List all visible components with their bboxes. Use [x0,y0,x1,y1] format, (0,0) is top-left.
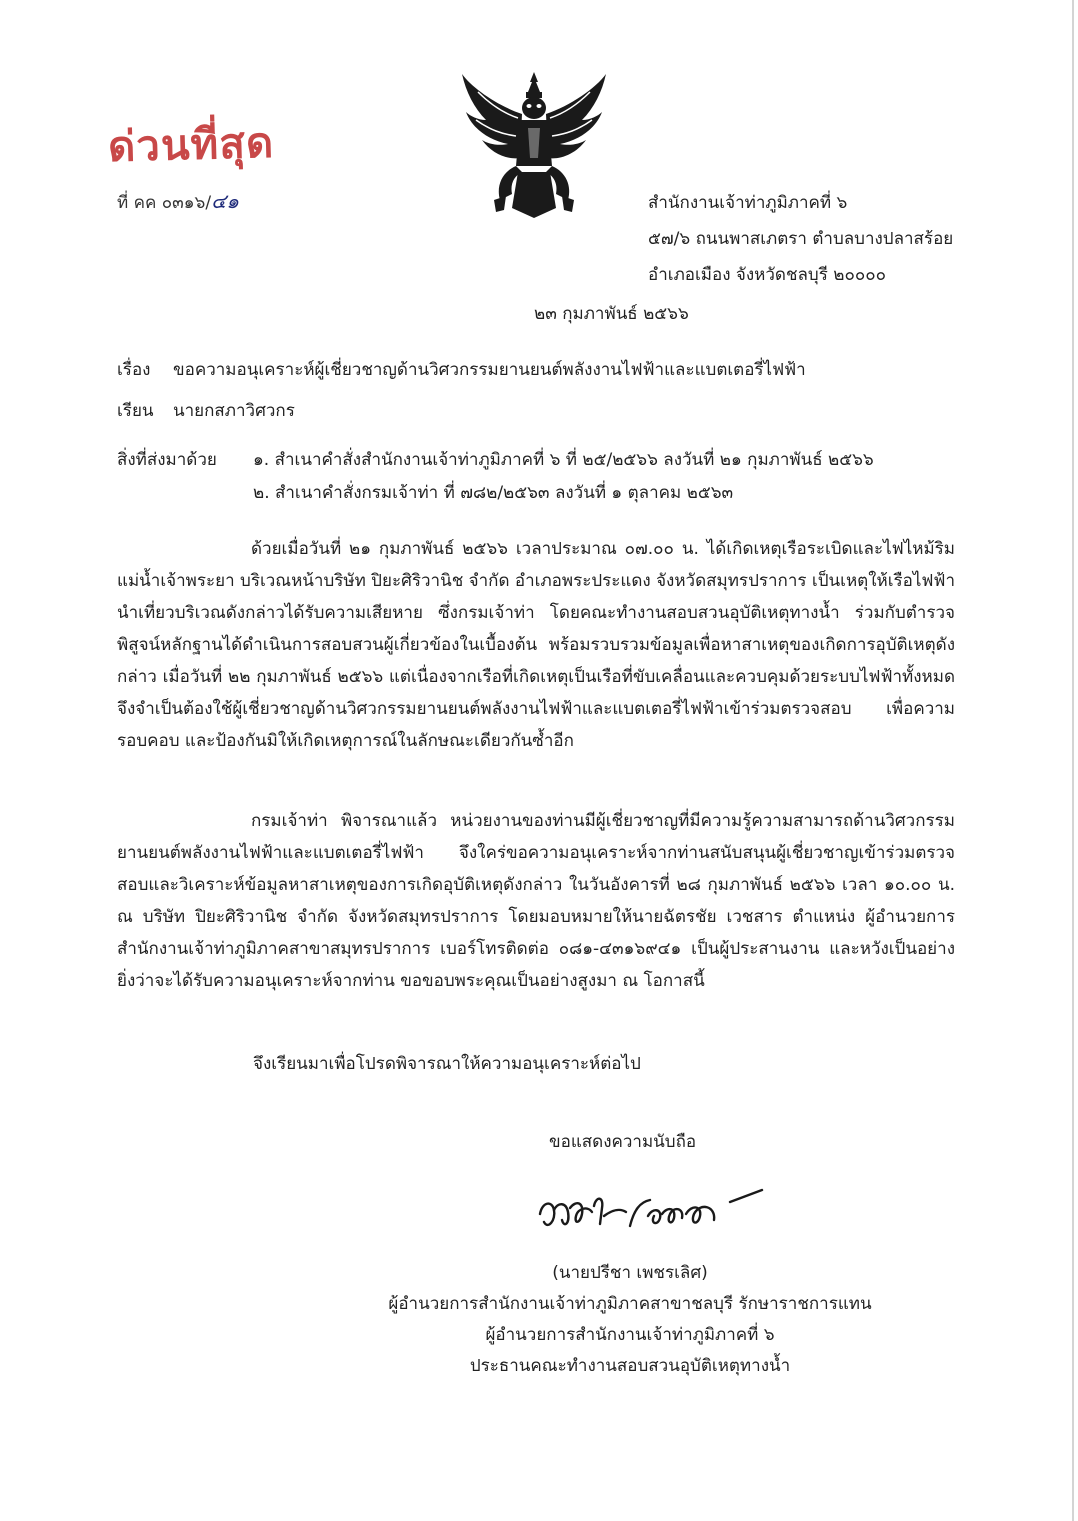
document-number [117,185,239,217]
recipient-text: นายกสภาวิศวกร [173,401,295,421]
subject-label: เรื่อง [117,360,151,380]
sender-street: ๕๗/๖ ถนนพาสเภตรา ตำบลบางปลาสร้อย [648,229,954,249]
body-paragraph-1: ด้วยเมื่อวันที่ ๒๑ กุมภาพันธ์ ๒๕๖๖ เวลาประมาณ ๐๗.๐๐ น. ได้เกิดเหตุเรือระเบิดและไฟไหม้ริมแม่น้ำเจ้าพระยา บริเวณหน้าบริษัท ปิยะศิริวานิช จำกัด อำเภอพระประแดง จังหวัดสมุทรปราการ เป็นเหตุให้เรือไฟฟ้านำเที่ยวบริเวณดังกล่าวได้รับความเสียหาย ซึ่งกรมเจ้าท่า โดยคณะทำงานสอบสวนอุบัติเหตุทางน้ำ ร่วมกับตำรวจพิสูจน์หลักฐานได้ดำเนินการสอบสวนผู้เกี่ยวข้องในเบื้องต้น พร้อมรวบรวมข้อมูลเพื่อหาสาเหตุของเกิดการอุบัติเหตุดังกล่าว เมื่อวันที่ ๒๒ กุมภาพันธ์ ๒๕๖๖ แต่เนื่องจากเรือที่เกิดเหตุเป็นเรือที่ขับเคลื่อนและควบคุมด้วยระบบไฟฟ้าทั้งหมด จึงจำเป็นต้องใช้ผู้เชี่ยวชาญด้านวิศวกรรมยานยนต์พลังงานไฟฟ้าและแบตเตอรี่ไฟฟ้าเข้าร่วมตรวจสอบ เพื่อความรอบคอบ และป้องกันมิให้เกิดเหตุการณ์ในลักษณะเดียวกันซ้ำอีก [117,539,956,751]
recipient-label: เรียน [117,401,154,421]
sender-address [648,185,953,293]
signatory-position: ผู้อำนวยการสำนักงานเจ้าท่าภูมิภาคสาขาชลบุรี รักษาราชการแทน [388,1294,872,1314]
recipient-line [117,397,295,424]
garuda-emblem-icon [458,68,610,220]
enclosure-item: ๒. สำเนาคำสั่งกรมเจ้าท่า ที่ ๗๘๒/๒๕๖๓ ลงวันที่ ๑ ตุลาคม ๒๕๖๓ [253,483,734,503]
document-number-handwritten: ๔๑ [211,189,239,213]
sender-office: สำนักงานเจ้าท่าภูมิภาคที่ ๖ [648,193,848,213]
signatory-block [330,1258,930,1382]
closing-line: จึงเรียนมาเพื่อโปรดพิจารณาให้ความอนุเคราะห์ต่อไป [253,1054,641,1074]
regards-line: ขอแสดงความนับถือ [549,1132,697,1152]
signatory-position: ผู้อำนวยการสำนักงานเจ้าท่าภูมิภาคที่ ๖ [485,1325,775,1345]
urgent-stamp: ด่วนที่สุด [107,117,275,172]
document-date: ๒๓ กุมภาพันธ์ ๒๕๖๖ [534,304,689,324]
signatory-position: ประธานคณะทำงานสอบสวนอุบัติเหตุทางน้ำ [469,1356,791,1376]
subject-text: ขอความอนุเคราะห์ผู้เชี่ยวชาญด้านวิศวกรรมยานยนต์พลังงานไฟฟ้าและแบตเตอรี่ไฟฟ้า [173,360,806,380]
subject-line [117,356,806,383]
sender-city: อำเภอเมือง จังหวัดชลบุรี ๒๐๐๐๐ [648,265,886,285]
enclosure-item: ๑. สำเนาคำสั่งสำนักงานเจ้าท่าภูมิภาคที่ ๖ ที่ ๒๕/๒๕๖๖ ลงวันที่ ๒๑ กุมภาพันธ์ ๒๕๖๖ [253,450,874,470]
document-number-prefix: ที่ คค ๐๓๑๖/ [117,193,212,213]
signatory-name: (นายปรีชา เพชรเลิศ) [552,1263,708,1283]
enclosures-label: สิ่งที่ส่งมาด้วย [117,450,217,470]
body-paragraph-2: กรมเจ้าท่า พิจารณาแล้ว หน่วยงานของท่านมีผู้เชี่ยวชาญที่มีความรู้ความสามารถด้านวิศวกรรมยานยนต์พลังงานไฟฟ้าและแบตเตอรี่ไฟฟ้า จึงใคร่ขอความอนุเคราะห์จากท่านสนับสนุนผู้เชี่ยวชาญเข้าร่วมตรวจสอบและวิเคราะห์ข้อมูลหาสาเหตุของการเกิดอุบัติเหตุดังกล่าว ในวันอังคารที่ ๒๘ กุมภาพันธ์ ๒๕๖๖ เวลา ๑๐.๐๐ น. ณ บริษัท ปิยะศิริวานิช จำกัด จังหวัดสมุทรปราการ โดยมอบหมายให้นายฉัตรชัย เวชสาร ตำแหน่ง ผู้อำนวยการสำนักงานเจ้าท่าภูมิภาคสาขาสมุทรปราการ เบอร์โทรติดต่อ ๐๘๑-๔๓๑๖๙๔๑ เป็นผู้ประสานงาน และหวังเป็นอย่างยิ่งว่าจะได้รับความอนุเคราะห์จากท่าน ขอขอบพระคุณเป็นอย่างสูงมา ณ โอกาสนี้ [117,811,955,991]
signature [530,1172,780,1242]
